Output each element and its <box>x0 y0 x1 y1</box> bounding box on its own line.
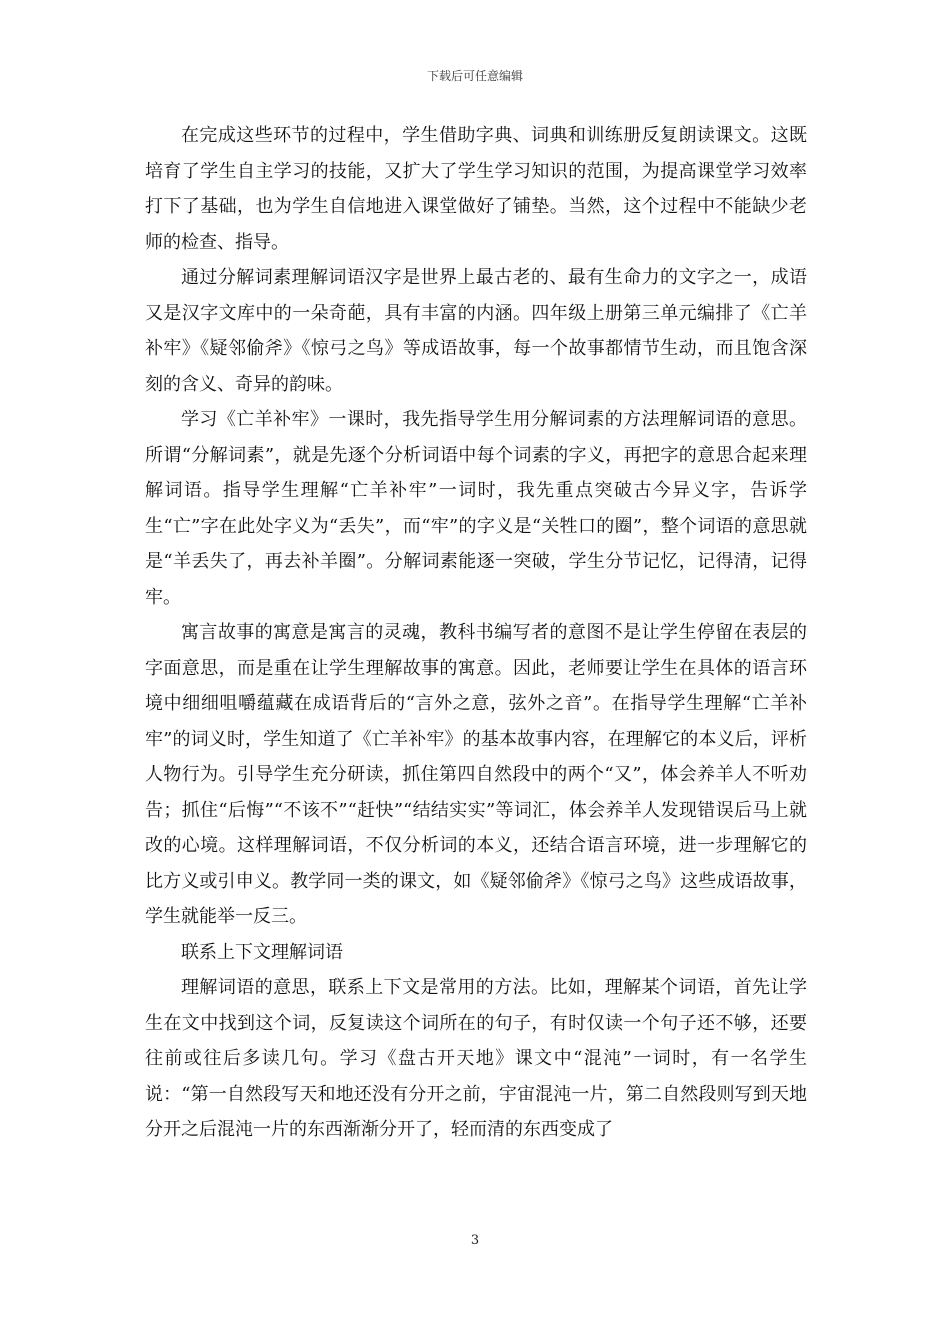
page-number: 3 <box>470 1233 480 1248</box>
section-heading: 联系上下文理解词语 <box>181 941 343 963</box>
paragraph-1: 在完成这些环节的过程中，学生借助字典、词典和训练册反复朗读课文。这既培育了学生自主学习的技能，又扩大了学生学习知识的范围，为提高课堂学习效率打下了基础，也为学生自信地进入课堂做好了铺垫。当然，这个过程中不能缺少老师的检查、指导。 <box>145 125 807 253</box>
paragraph-2: 通过分解词素理解词语汉字是世界上最古老的、最有生命力的文字之一，成语又是汉字文库中的一朵奇葩，具有丰富的内涵。四年级上册第三单元编排了《亡羊补牢》《疑邻偷斧》《惊弓之鸟》等成语故事，每一个故事都情节生动，而且饱含深刻的含义、奇异的韵味。 <box>145 267 807 395</box>
paragraph-5: 理解词语的意思，联系上下文是常用的方法。比如，理解某个词语，首先让学生在文中找到这个词，反复读这个词所在的句子，有时仅读一个句子还不够，还要往前或往后多读几句。学习《盘古开天地》课文中“混沌”一词时，有一名学生说：“第一自然段写天和地还没有分开之前，宇宙混沌一片，第二自然段则写到天地分开之后混沌一片的东西渐渐分开了，轻而清的东西变成了 <box>145 977 807 1140</box>
page-header: 下载后可任意编辑 <box>426 69 523 83</box>
paragraph-4: 寓言故事的寓意是寓言的灵魂，教科书编写者的意图不是让学生停留在表层的字面意思，而是重在让学生理解故事的寓意。因此，老师要让学生在具体的语言环境中细细咀嚼蕴藏在成语背后的“言外之意，弦外之音”。在指导学生理解“亡羊补牢”的词义时，学生知道了《亡羊补牢》的基本故事内容，在理解它的本义后，评析人物行为。引导学生充分研读，抓住第四自然段中的两个“又”，体会养羊人不听劝告；抓住“后悔”“不该不”“赶快”“结结实实”等词汇，体会养羊人发现错误后马上就改的心境。这样理解词语，不仅分析词的本义，还结合语言环境，进一步理解它的比方义或引申义。教学同一类的课文，如《疑邻偷斧》《惊弓之鸟》这些成语故事，学生就能举一反三。 <box>145 622 807 927</box>
paragraph-3: 学习《亡羊补牢》一课时，我先指导学生用分解词素的方法理解词语的意思。所谓“分解词素”，就是先逐个分析词语中每个词素的字义，再把字的意思合起来理解词语。指导学生理解“亡羊补牢”一词时，我先重点突破古今异义字，告诉学生“亡”字在此处字义为“丢失”，而“牢”的字义是“关牲口的圈”，整个词语的意思就是“羊丢失了，再去补羊圈”。分解词素能逐一突破，学生分节记忆，记得清，记得牢。 <box>145 409 807 608</box>
document-body <box>145 118 807 1148</box>
